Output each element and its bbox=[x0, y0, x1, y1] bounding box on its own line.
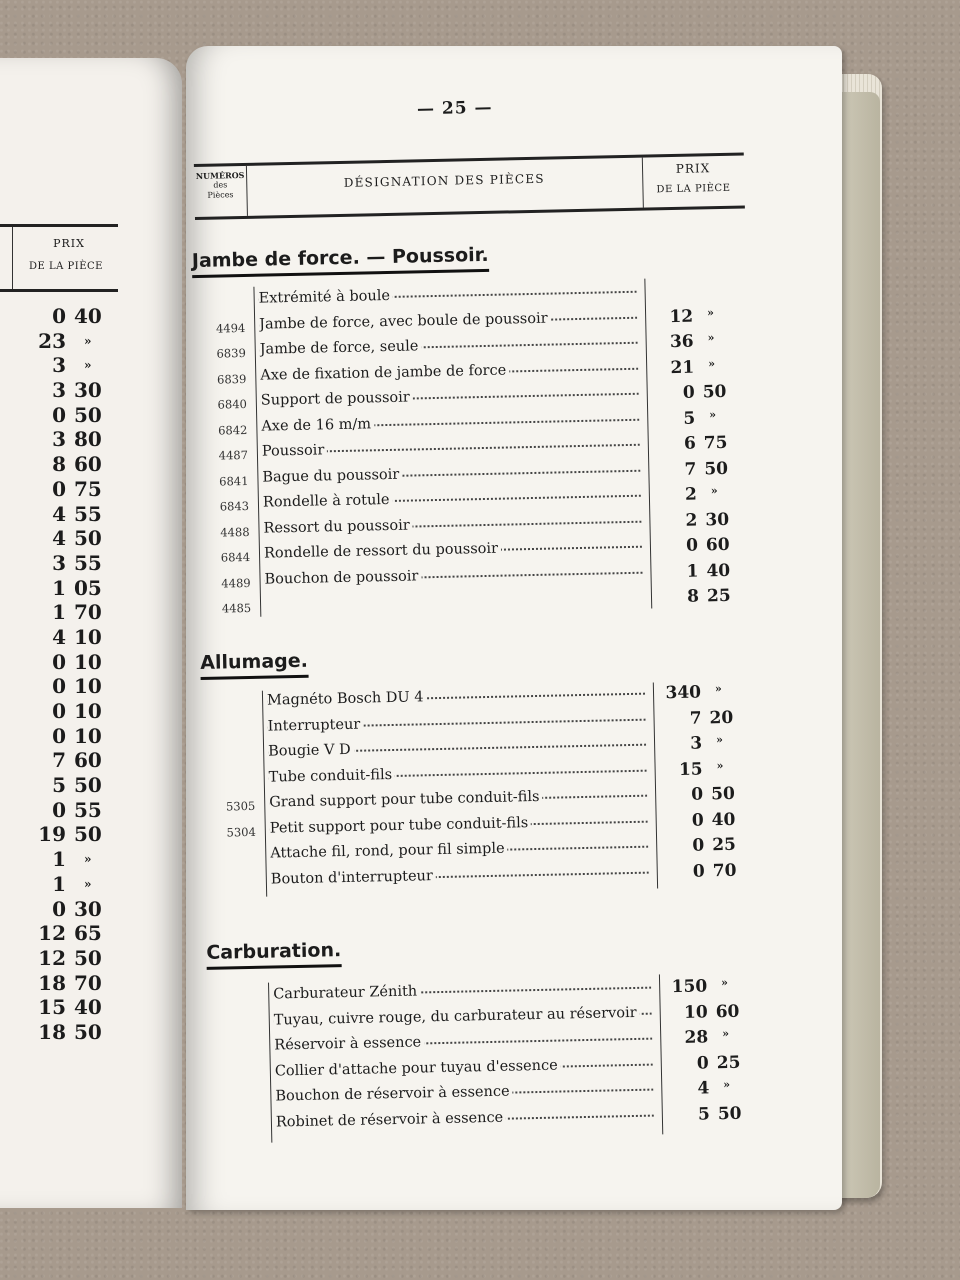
price-francs: 0 bbox=[685, 535, 699, 556]
part-designation-text: Bougie V D bbox=[268, 742, 354, 760]
price-cents: 25 bbox=[716, 1052, 741, 1073]
price-francs: 0 bbox=[52, 476, 66, 501]
price-cents: 65 bbox=[74, 921, 102, 946]
part-number: 4489 bbox=[221, 575, 251, 591]
left-price-row bbox=[18, 625, 138, 650]
part-number: 6841 bbox=[219, 473, 249, 489]
price-francs: 7 bbox=[684, 459, 697, 480]
part-designation-text: Réservoir à essence bbox=[274, 1034, 424, 1053]
left-price-row bbox=[18, 378, 138, 403]
price-cents: 70 bbox=[74, 600, 102, 625]
left-price-row bbox=[18, 600, 138, 625]
part-designation bbox=[267, 685, 645, 709]
price-cents: 50 bbox=[717, 1103, 742, 1124]
price-francs: 0 bbox=[696, 1052, 709, 1074]
price-francs: 5 bbox=[683, 408, 696, 429]
price-cents: 50 bbox=[74, 526, 102, 551]
left-price-row bbox=[18, 576, 138, 601]
part-number bbox=[205, 697, 253, 698]
part-number bbox=[213, 1093, 261, 1094]
left-price-row bbox=[18, 353, 138, 378]
price-francs: 12 bbox=[669, 306, 694, 327]
part-price bbox=[651, 381, 761, 403]
part-price bbox=[661, 860, 771, 882]
part-price bbox=[657, 707, 767, 729]
price-cents: 50 bbox=[74, 822, 102, 847]
left-price-row bbox=[18, 427, 138, 452]
price-francs: 0 bbox=[691, 784, 704, 805]
part-designation bbox=[273, 979, 651, 1003]
part-price bbox=[664, 1001, 774, 1023]
price-francs: 1 bbox=[52, 847, 66, 872]
part-designation-text: Axe de fixation de jambe de force bbox=[260, 362, 509, 383]
price-francs: 6 bbox=[683, 433, 697, 454]
price-cents: 60 bbox=[705, 534, 730, 556]
price-francs: 7 bbox=[52, 748, 66, 773]
price-francs: 12 bbox=[38, 945, 66, 970]
part-designation-text: Extrémité à boule bbox=[259, 288, 394, 307]
price-cents: 30 bbox=[74, 378, 102, 403]
part-number bbox=[214, 1118, 262, 1119]
price-francs: 0 bbox=[52, 797, 66, 822]
part-designation-text: Carburateur Zénith bbox=[273, 983, 420, 1002]
price-francs: 12 bbox=[38, 921, 66, 946]
part-price bbox=[651, 407, 761, 429]
price-francs: 0 bbox=[52, 674, 66, 699]
part-designation-text: Petit support pour tube conduit-fils bbox=[270, 815, 532, 836]
price-francs: 4 bbox=[697, 1078, 710, 1099]
part-number: 6839 bbox=[216, 371, 247, 387]
part-price bbox=[666, 1103, 776, 1125]
part-designation-text: Magnéto Bosch DU 4 bbox=[267, 689, 427, 708]
price-francs: 0 bbox=[52, 896, 66, 921]
left-price-row bbox=[18, 971, 138, 996]
price-francs: 15 bbox=[678, 758, 703, 780]
price-francs: 0 bbox=[52, 649, 66, 674]
part-number: 5304 bbox=[226, 824, 256, 839]
part-price bbox=[650, 356, 760, 378]
price-cents: 80 bbox=[74, 427, 102, 452]
part-price bbox=[648, 279, 758, 281]
price-cents: 10 bbox=[74, 699, 102, 723]
section-title-allumage: Allumage. bbox=[200, 650, 308, 680]
price-cents: » bbox=[84, 852, 92, 867]
part-designation-text: Axe de 16 m/m bbox=[261, 416, 374, 434]
part-price bbox=[660, 834, 770, 856]
part-designation-text: Interrupteur bbox=[267, 716, 363, 734]
price-cents: 25 bbox=[712, 834, 737, 856]
part-number: 5305 bbox=[225, 798, 256, 814]
page-content bbox=[186, 46, 842, 1210]
part-price bbox=[659, 809, 769, 831]
header-numeros: NUMÉROS des Pièces bbox=[195, 169, 245, 200]
part-number bbox=[213, 1067, 261, 1068]
price-francs: 28 bbox=[684, 1027, 709, 1048]
price-cents: 40 bbox=[74, 995, 102, 1020]
price-francs: 0 bbox=[692, 860, 705, 882]
left-price-row bbox=[18, 773, 138, 798]
part-price bbox=[659, 783, 769, 805]
price-cents: » bbox=[84, 358, 92, 373]
left-price-row bbox=[18, 452, 138, 477]
left-price-row bbox=[18, 897, 138, 922]
price-cents: » bbox=[84, 876, 92, 891]
price-cents: 50 bbox=[704, 458, 729, 479]
part-number: 4488 bbox=[220, 524, 250, 540]
part-designation-text: Robinet de réservoir à essence bbox=[276, 1109, 507, 1130]
price-cents: 30 bbox=[74, 896, 102, 921]
price-francs: 4 bbox=[52, 526, 66, 551]
part-number: 6844 bbox=[220, 549, 251, 565]
price-cents: 55 bbox=[74, 797, 102, 822]
price-francs: 5 bbox=[697, 1103, 711, 1125]
left-price-row bbox=[18, 329, 138, 354]
price-cents: » bbox=[706, 305, 715, 319]
price-cents: 70 bbox=[74, 970, 102, 995]
part-number bbox=[197, 295, 245, 296]
header-designation: DÉSIGNATION DES PIÈCES bbox=[343, 171, 545, 190]
price-francs: 15 bbox=[38, 995, 66, 1020]
price-cents: 10 bbox=[74, 649, 102, 674]
part-designation-text: Bouton d'interrupteur bbox=[271, 868, 436, 887]
price-francs: 23 bbox=[38, 328, 66, 353]
part-number: 6842 bbox=[217, 422, 248, 438]
price-francs: 0 bbox=[52, 402, 66, 427]
part-price bbox=[658, 758, 768, 780]
price-francs: 2 bbox=[685, 510, 698, 531]
price-francs: 1 bbox=[52, 575, 66, 600]
page-number: — 25 — bbox=[416, 97, 493, 120]
price-francs: 0 bbox=[682, 382, 695, 403]
price-francs: 0 bbox=[52, 723, 66, 748]
price-cents: 10 bbox=[74, 674, 102, 699]
price-cents: 50 bbox=[74, 773, 102, 798]
part-price bbox=[664, 1026, 774, 1048]
price-cents: 10 bbox=[74, 624, 102, 649]
price-cents: 50 bbox=[74, 945, 102, 970]
part-designation-text: Attache fil, rond, pour fil simple bbox=[270, 841, 508, 862]
part-price bbox=[665, 1077, 775, 1099]
price-cents: » bbox=[707, 331, 715, 345]
part-number bbox=[209, 875, 257, 876]
left-header-de-la-piece: DE LA PIÈCE bbox=[29, 261, 103, 272]
price-francs: 150 bbox=[671, 976, 708, 998]
section-title-carburation: Carburation. bbox=[206, 939, 341, 970]
price-francs: 0 bbox=[52, 699, 66, 723]
part-price bbox=[654, 534, 764, 556]
left-price-row bbox=[18, 502, 138, 527]
price-francs: 1 bbox=[52, 871, 66, 896]
price-cents: » bbox=[707, 356, 716, 370]
price-cents: 40 bbox=[711, 809, 736, 830]
part-price bbox=[663, 975, 773, 997]
part-designation-text: Bague du poussoir bbox=[262, 466, 402, 485]
price-cents: » bbox=[723, 1077, 731, 1092]
price-cents: 55 bbox=[74, 501, 102, 526]
price-francs: 2 bbox=[684, 484, 698, 505]
part-designation-text: Collier d'attache pour tuyau d'essence bbox=[275, 1057, 561, 1079]
price-francs: 0 bbox=[691, 809, 704, 831]
part-number bbox=[207, 773, 255, 774]
price-cents: 55 bbox=[74, 550, 102, 575]
left-price-row bbox=[18, 1020, 138, 1045]
left-page bbox=[0, 58, 182, 1208]
part-price bbox=[658, 732, 768, 754]
part-number: 6840 bbox=[217, 396, 248, 412]
price-cents: 60 bbox=[715, 1001, 740, 1022]
left-table-header bbox=[0, 224, 118, 292]
price-cents: 60 bbox=[74, 452, 102, 477]
part-designation-text: Poussoir bbox=[262, 442, 328, 459]
part-designation-text: Tube conduit-fils bbox=[269, 766, 396, 785]
section-jambe-de-force bbox=[196, 278, 763, 621]
price-cents: » bbox=[709, 407, 717, 421]
left-price-row bbox=[18, 526, 138, 551]
price-francs bbox=[648, 281, 692, 282]
price-francs: 4 bbox=[52, 501, 66, 526]
price-cents: 50 bbox=[702, 381, 727, 403]
part-designation-text: Jambe de force, seule bbox=[260, 338, 422, 357]
price-cents: 75 bbox=[703, 432, 728, 454]
part-number bbox=[206, 748, 254, 749]
left-price-row bbox=[18, 304, 138, 329]
price-cents: 40 bbox=[74, 304, 102, 328]
part-designation-text: Rondelle de ressort du poussoir bbox=[264, 541, 501, 562]
left-price-row bbox=[18, 403, 138, 428]
left-price-row bbox=[18, 946, 138, 971]
part-number: 4494 bbox=[215, 320, 246, 336]
price-francs: 3 bbox=[52, 427, 66, 452]
price-cents: 10 bbox=[74, 723, 102, 748]
section-allumage bbox=[205, 680, 769, 896]
part-price bbox=[649, 305, 759, 327]
left-price-row bbox=[18, 551, 138, 576]
left-price-row bbox=[18, 921, 138, 946]
price-cents: 05 bbox=[74, 575, 102, 600]
part-number: 4487 bbox=[218, 447, 249, 463]
part-price bbox=[654, 560, 764, 582]
part-price bbox=[652, 458, 762, 480]
part-designation-text: Rondelle à rotule bbox=[263, 492, 393, 511]
price-francs: 10 bbox=[683, 1001, 708, 1023]
part-price bbox=[657, 681, 767, 703]
header-de-la-piece: DE LA PIÈCE bbox=[656, 182, 731, 196]
left-header-prix: PRIX bbox=[53, 237, 85, 250]
price-francs: 21 bbox=[670, 357, 695, 378]
part-designation bbox=[259, 283, 637, 307]
left-price-row bbox=[18, 798, 138, 823]
left-price-row bbox=[18, 748, 138, 773]
price-francs: 18 bbox=[38, 970, 66, 995]
price-francs: 19 bbox=[38, 822, 66, 847]
price-cents: » bbox=[84, 333, 92, 348]
price-cents: 60 bbox=[74, 748, 102, 773]
price-francs: 8 bbox=[686, 586, 700, 607]
price-cents: » bbox=[720, 976, 729, 990]
price-cents: 20 bbox=[709, 707, 734, 728]
part-number: 6839 bbox=[216, 345, 246, 361]
price-francs: 1 bbox=[686, 561, 699, 582]
left-price-row bbox=[18, 847, 138, 872]
part-designation-text: Support de poussoir bbox=[261, 389, 413, 408]
price-cents: » bbox=[716, 758, 724, 772]
left-price-row bbox=[18, 699, 138, 724]
header-prix: PRIX bbox=[675, 161, 711, 176]
book-cover-edge bbox=[836, 92, 880, 1198]
part-designation-text: Grand support pour tube conduit-fils bbox=[269, 789, 543, 811]
left-price-row bbox=[18, 872, 138, 897]
price-francs: 7 bbox=[689, 708, 702, 729]
price-cents: 50 bbox=[74, 1019, 102, 1044]
price-francs: 18 bbox=[38, 1019, 66, 1044]
part-designation-text: Tuyau, cuivre rouge, du carburateur au réservoir bbox=[274, 1004, 640, 1028]
price-cents: 75 bbox=[74, 476, 102, 501]
price-francs: 3 bbox=[52, 550, 66, 575]
part-designation-text: Jambe de force, avec boule de poussoir bbox=[259, 310, 551, 332]
price-francs: 3 bbox=[690, 733, 703, 754]
left-price-column bbox=[18, 304, 138, 1045]
price-cents: 40 bbox=[706, 560, 731, 581]
part-designation-text: Bouchon de poussoir bbox=[264, 568, 421, 587]
table-header bbox=[194, 152, 745, 220]
price-cents: » bbox=[715, 733, 724, 747]
price-francs: 8 bbox=[52, 452, 66, 477]
left-price-row bbox=[18, 995, 138, 1020]
price-francs: 5 bbox=[52, 773, 66, 798]
price-cents: 50 bbox=[710, 783, 736, 805]
part-number bbox=[212, 1016, 260, 1017]
price-francs: 0 bbox=[692, 835, 705, 856]
part-number: 6843 bbox=[219, 498, 250, 514]
price-cents: 70 bbox=[712, 860, 737, 881]
price-cents: 25 bbox=[706, 585, 731, 607]
part-price bbox=[653, 509, 763, 531]
section-carburation bbox=[211, 974, 774, 1139]
part-price bbox=[649, 330, 759, 352]
left-price-row bbox=[18, 674, 138, 699]
price-francs: 4 bbox=[52, 624, 66, 649]
price-francs: 0 bbox=[52, 304, 66, 328]
price-cents: » bbox=[710, 484, 718, 498]
price-francs: 3 bbox=[52, 353, 66, 378]
section-title-jambe-de-force: Jambe de force. — Poussoir. bbox=[192, 244, 489, 278]
price-francs: 3 bbox=[52, 378, 66, 403]
price-francs: 340 bbox=[665, 682, 702, 704]
price-francs: 1 bbox=[52, 600, 66, 625]
left-price-row bbox=[18, 724, 138, 749]
left-price-row bbox=[18, 477, 138, 502]
part-price bbox=[665, 1052, 775, 1074]
part-number bbox=[211, 991, 259, 992]
price-cents: 50 bbox=[74, 402, 102, 427]
part-price bbox=[652, 432, 762, 454]
part-designation-text: Ressort du poussoir bbox=[263, 517, 413, 536]
part-number bbox=[212, 1042, 260, 1043]
price-francs: 36 bbox=[669, 331, 694, 353]
part-designation-text: Bouchon de réservoir à essence bbox=[275, 1084, 513, 1105]
part-number bbox=[208, 850, 256, 851]
price-cents: » bbox=[722, 1026, 730, 1041]
left-price-row bbox=[18, 822, 138, 847]
right-page bbox=[186, 46, 842, 1210]
part-number bbox=[206, 722, 254, 723]
part-price bbox=[653, 483, 763, 505]
left-price-row bbox=[18, 650, 138, 675]
price-cents: 30 bbox=[705, 509, 730, 530]
price-cents: » bbox=[714, 682, 722, 696]
part-number: 4485 bbox=[221, 600, 252, 616]
part-price bbox=[655, 585, 765, 607]
